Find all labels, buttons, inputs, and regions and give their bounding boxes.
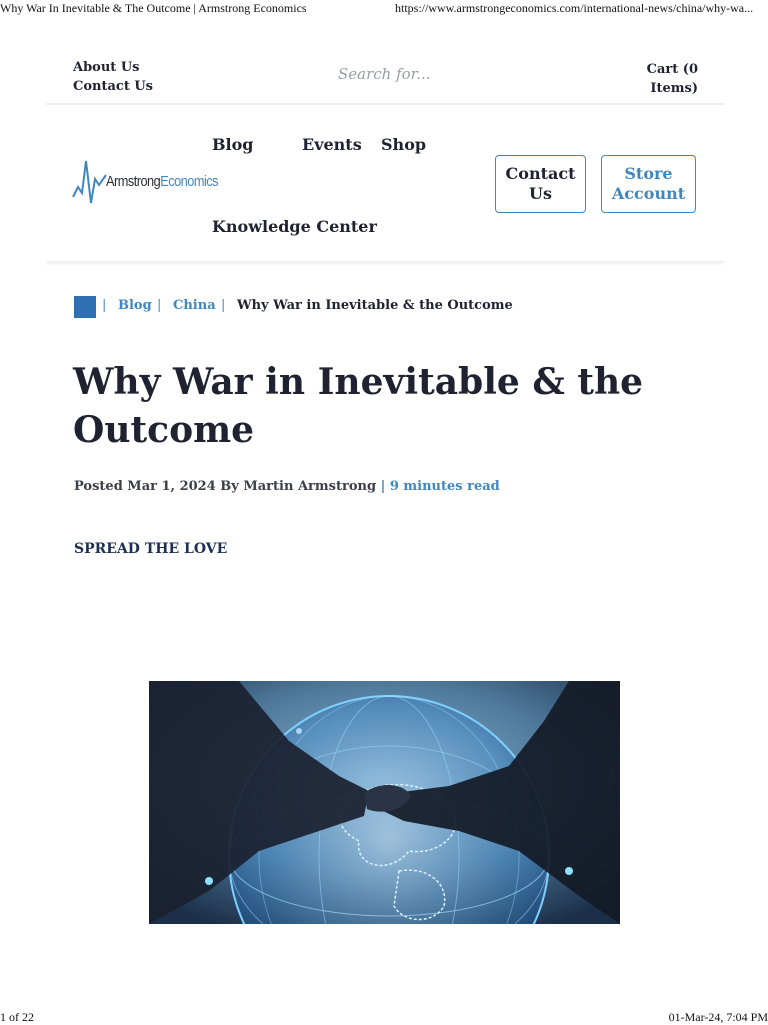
read-time: 9 minutes read xyxy=(389,479,500,494)
site-logo[interactable] xyxy=(72,157,219,207)
nav-item-knowledge-center[interactable]: Knowledge Center xyxy=(212,217,377,236)
logo-text-armstrong: Armstrong xyxy=(106,173,161,190)
contact-us-link[interactable]: Contact Us xyxy=(73,79,153,94)
home-icon[interactable] xyxy=(74,296,96,318)
cart-label-line1: Cart (0 xyxy=(646,62,698,77)
main-navigation xyxy=(46,105,724,265)
top-bar xyxy=(46,56,724,104)
print-page-number: 1 of 22 xyxy=(0,1010,34,1024)
store-account-button[interactable] xyxy=(601,155,696,213)
about-us-link[interactable]: About Us xyxy=(73,60,140,75)
breadcrumb-current: Why War in Inevitable & the Outcome xyxy=(237,298,513,313)
article-title: Why War in Inevitable & the Outcome xyxy=(73,361,644,451)
contact-button-line1: Contact xyxy=(505,164,576,183)
breadcrumb-separator: | xyxy=(157,298,162,313)
share-heading: SPREAD THE LOVE xyxy=(74,541,228,557)
print-page-url: https://www.armstrongeconomics.com/international-news/china/why-wa... xyxy=(395,1,754,15)
search-input[interactable]: Search for... xyxy=(338,65,431,83)
nav-shadow xyxy=(46,261,724,265)
breadcrumb-separator: | xyxy=(221,298,226,313)
top-links xyxy=(73,58,153,96)
logo-chart-icon xyxy=(72,157,108,207)
nav-item-shop[interactable]: Shop xyxy=(381,135,427,154)
logo-wordmark xyxy=(106,173,218,190)
print-header xyxy=(0,1,768,17)
contact-button-line2: Us xyxy=(529,184,552,203)
article-meta xyxy=(74,479,500,494)
print-page-title: Why War In Inevitable & The Outcome | Armstrong Economics xyxy=(0,1,307,15)
contact-us-button[interactable] xyxy=(495,155,586,213)
nav-item-blog[interactable]: Blog xyxy=(212,135,254,154)
store-button-line1: Store xyxy=(624,164,673,183)
meta-separator: | xyxy=(380,479,386,494)
print-footer xyxy=(0,1010,768,1024)
breadcrumb-blog[interactable]: Blog xyxy=(118,298,152,313)
hero-image xyxy=(149,681,620,924)
cart-link[interactable] xyxy=(608,60,698,98)
print-datetime: 01-Mar-24, 7:04 PM xyxy=(668,1010,768,1024)
article-byline: Posted Mar 1, 2024 By Martin Armstrong xyxy=(74,479,377,494)
store-button-line2: Account xyxy=(611,184,686,203)
nav-item-events[interactable]: Events xyxy=(302,135,362,154)
breadcrumb-separator: | xyxy=(102,298,107,313)
globe-handshake-illustration xyxy=(149,681,620,924)
logo-text-economics: Economics xyxy=(160,173,219,190)
breadcrumb-china[interactable]: China xyxy=(173,298,216,313)
cart-label-line2: Items) xyxy=(650,81,698,96)
